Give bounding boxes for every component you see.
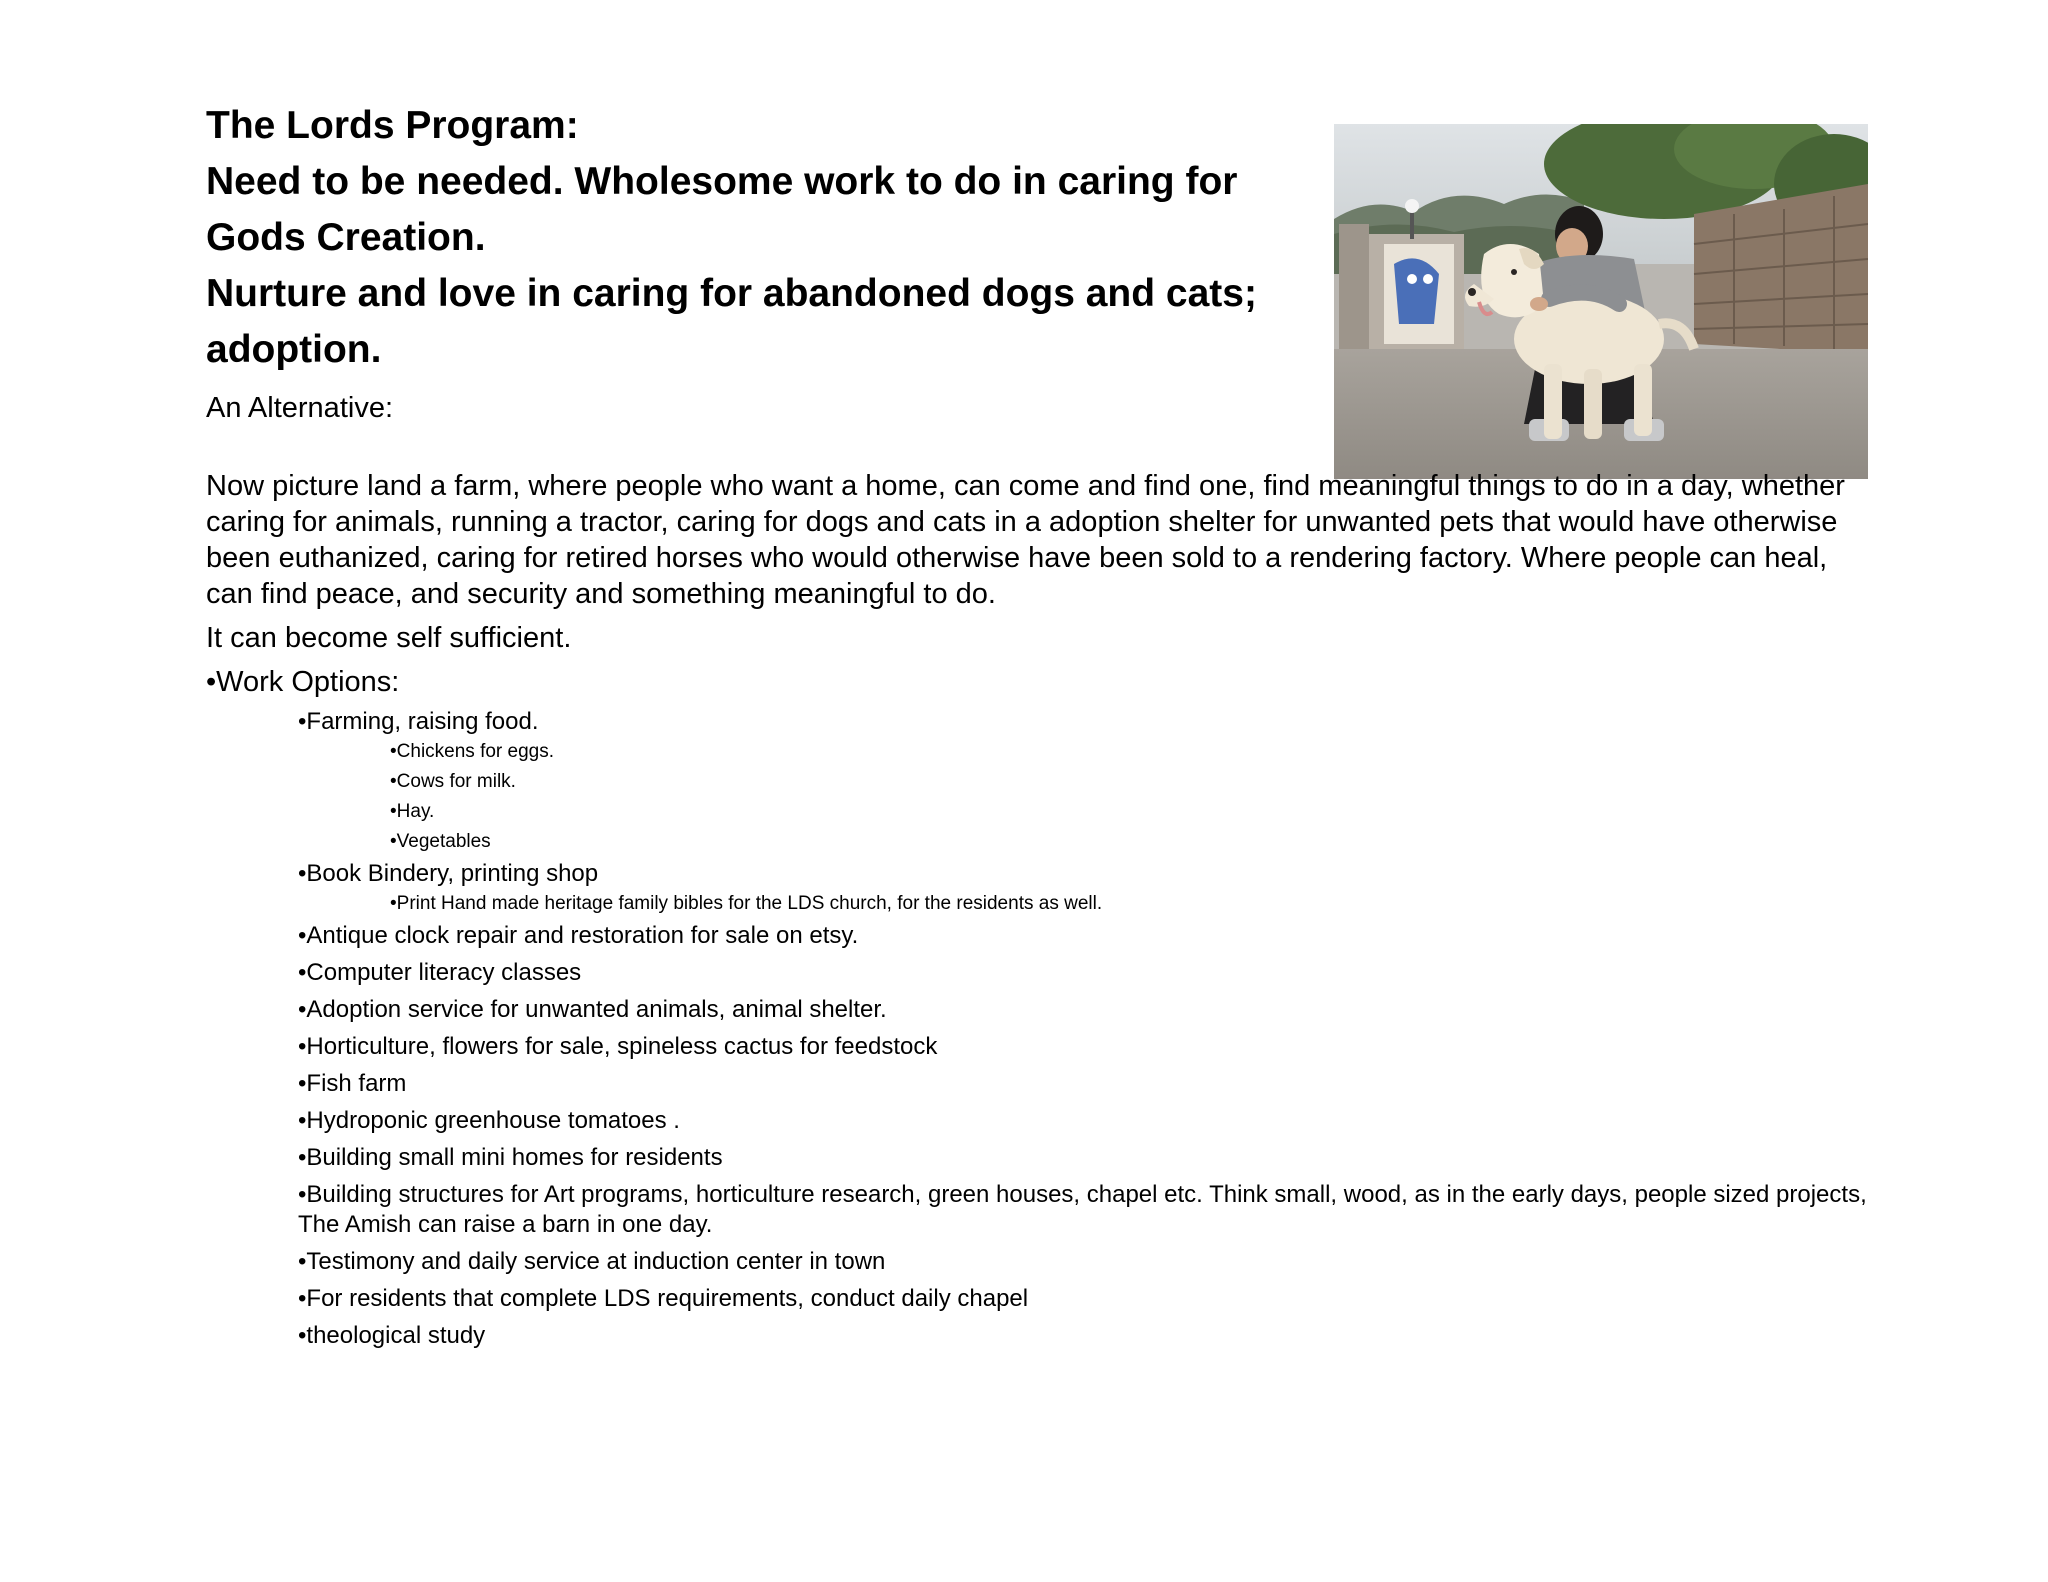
- list-item-bindery: •Book Bindery, printing shop: [298, 860, 599, 887]
- title-line-2: Need to be needed. Wholesome work to do in caring for Gods Creation.: [206, 160, 1238, 259]
- list-item: •For residents that complete LDS requirements, conduct daily chapel: [298, 1285, 1029, 1312]
- list-item: •Antique clock repair and restoration for sale on etsy.: [298, 922, 859, 949]
- bindery-sublist: [390, 889, 1876, 919]
- self-sufficient-text: It can become self sufficient.: [206, 622, 572, 654]
- list-item: •Adoption service for unwanted animals, animal shelter.: [298, 996, 887, 1023]
- list-item: •Print Hand made heritage family bibles for the LDS church, for the residents as well.: [390, 893, 1103, 914]
- work-options-list: [298, 707, 1876, 1351]
- list-item: •Vegetables: [390, 831, 491, 852]
- list-item: •Hay.: [390, 801, 435, 822]
- list-item: •Chickens for eggs.: [390, 741, 555, 762]
- title-line-3: Nurture and love in caring for abandoned dogs and cats; adoption.: [206, 272, 1257, 371]
- vision-paragraph: Now picture land a farm, where people who want a home, can come and find one, find meaningful things to do in a day, whether caring for animals, running a tractor, caring for dogs and cats in a adoption shelter for unwanted pets that would have otherwise been euthanized, caring for retired horses who would otherwise have been sold to a rendering factory. Where people can heal, can find peace, and security and something meaningful to do.: [206, 470, 1845, 610]
- farming-sublist: [390, 737, 1876, 857]
- list-item-farming: •Farming, raising food.: [298, 708, 539, 735]
- page-title: [206, 98, 1316, 378]
- list-item: •Building structures for Art programs, horticulture research, green houses, chapel etc. Think small, wood, as in the early days, people sized projects, The Amish can raise a barn in one day.: [298, 1181, 1867, 1238]
- document-content: [206, 98, 1876, 1351]
- work-options-title: •Work Options:: [206, 666, 400, 698]
- title-line-1: The Lords Program:: [206, 104, 579, 147]
- list-item: •Building small mini homes for residents: [298, 1144, 723, 1171]
- list-item: •Testimony and daily service at induction center in town: [298, 1248, 886, 1275]
- list-item: •Hydroponic greenhouse tomatoes .: [298, 1107, 680, 1134]
- alternative-label: An Alternative:: [206, 392, 393, 424]
- list-item: •Cows for milk.: [390, 771, 516, 792]
- list-item: •Horticulture, flowers for sale, spineless cactus for feedstock: [298, 1033, 938, 1060]
- list-item: •Fish farm: [298, 1070, 407, 1097]
- list-item: •theological study: [298, 1322, 486, 1349]
- list-item: •Computer literacy classes: [298, 959, 582, 986]
